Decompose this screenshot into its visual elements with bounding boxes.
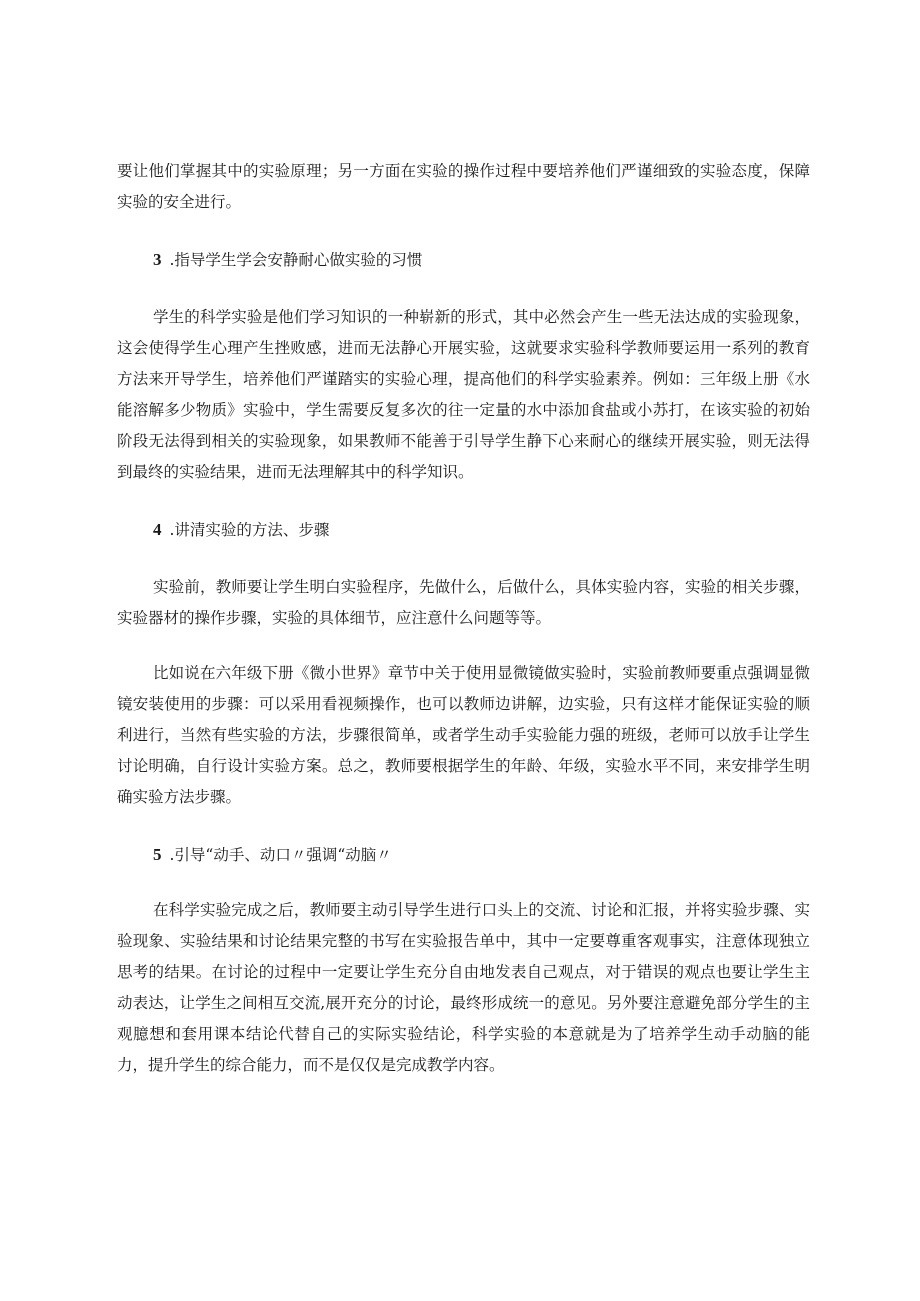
section-heading-5	[117, 839, 810, 871]
section-number: 3	[153, 250, 162, 269]
paragraph-methods: 实验前，教师要让学生明白实验程序，先做什么，后做什么，具体实验内容，实验的相关步骤，实验器材的操作步骤，实验的具体细节，应注意什么问题等等。	[117, 578, 810, 627]
section-number: 4	[153, 520, 162, 539]
section-heading-3	[117, 244, 810, 276]
paragraph-continuation: 要让他们掌握其中的实验原理；另一方面在实验的操作过程中要培养他们严谨细致的实验态度，保障实验的安全进行。	[117, 162, 810, 211]
paragraph-patience: 学生的科学实验是他们学习知识的一种崭新的形式，其中必然会产生一些无法达成的实验现象，这会使得学生心理产生挫败感，进而无法静心开展实验，这就要求实验科学教师要运用一系列的教育方法来开导学生，培养他们严谨踏实的实验心理，提高他们的科学实验素养。例如：三年级上册《水能溶解多少物质》实验中，学生需要反复多次的往一定量的水中添加食盐或小苏打，在该实验的初始阶段无法得到相关的实验现象，如果教师不能善于引导学生静下心来耐心的继续开展实验，则无法得到最终的实验结果，进而无法理解其中的科学知识。	[117, 308, 810, 481]
section-title: .指导学生学会安静耐心做实验的习惯	[169, 251, 423, 269]
paragraph-discussion: 在科学实验完成之后，教师要主动引导学生进行口头上的交流、讨论和汇报，并将实验步骤、实验现象、实验结果和讨论结果完整的书写在实验报告单中，其中一定要尊重客观事实，注意体现独立思考的结果。在讨论的过程中一定要让学生充分自由地发表自己观点，对于错误的观点也要让学生主动表达，让学生之间相互交流,展开充分的讨论，最终形成统一的意见。另外要注意避免部分学生的主观臆想和套用课本结论代替自己的实际实验结论，科学实验的本意就是为了培养学生动手动脑的能力，提升学生的综合能力，而不是仅仅是完成教学内容。	[117, 901, 810, 1074]
section-title: .引导“动手、动口〃强调“动脑〃	[169, 846, 392, 864]
section-number: 5	[153, 845, 162, 864]
document-page	[117, 156, 810, 1081]
section-heading-4	[117, 514, 810, 546]
paragraph-microscope: 比如说在六年级下册《微小世界》章节中关于使用显微镜做实验时，实验前教师要重点强调显微镜安装使用的步骤：可以采用看视频操作，也可以教师边讲解，边实验，只有这样才能保证实验的顺利进行，当然有些实验的方法，步骤很简单，或者学生动手实验能力强的班级，老师可以放手让学生讨论明确，自行设计实验方案。总之，教师要根据学生的年龄、年级，实验水平不同，来安排学生明确实验方法步骤。	[117, 664, 810, 806]
section-title: .讲清实验的方法、步骤	[169, 521, 330, 539]
